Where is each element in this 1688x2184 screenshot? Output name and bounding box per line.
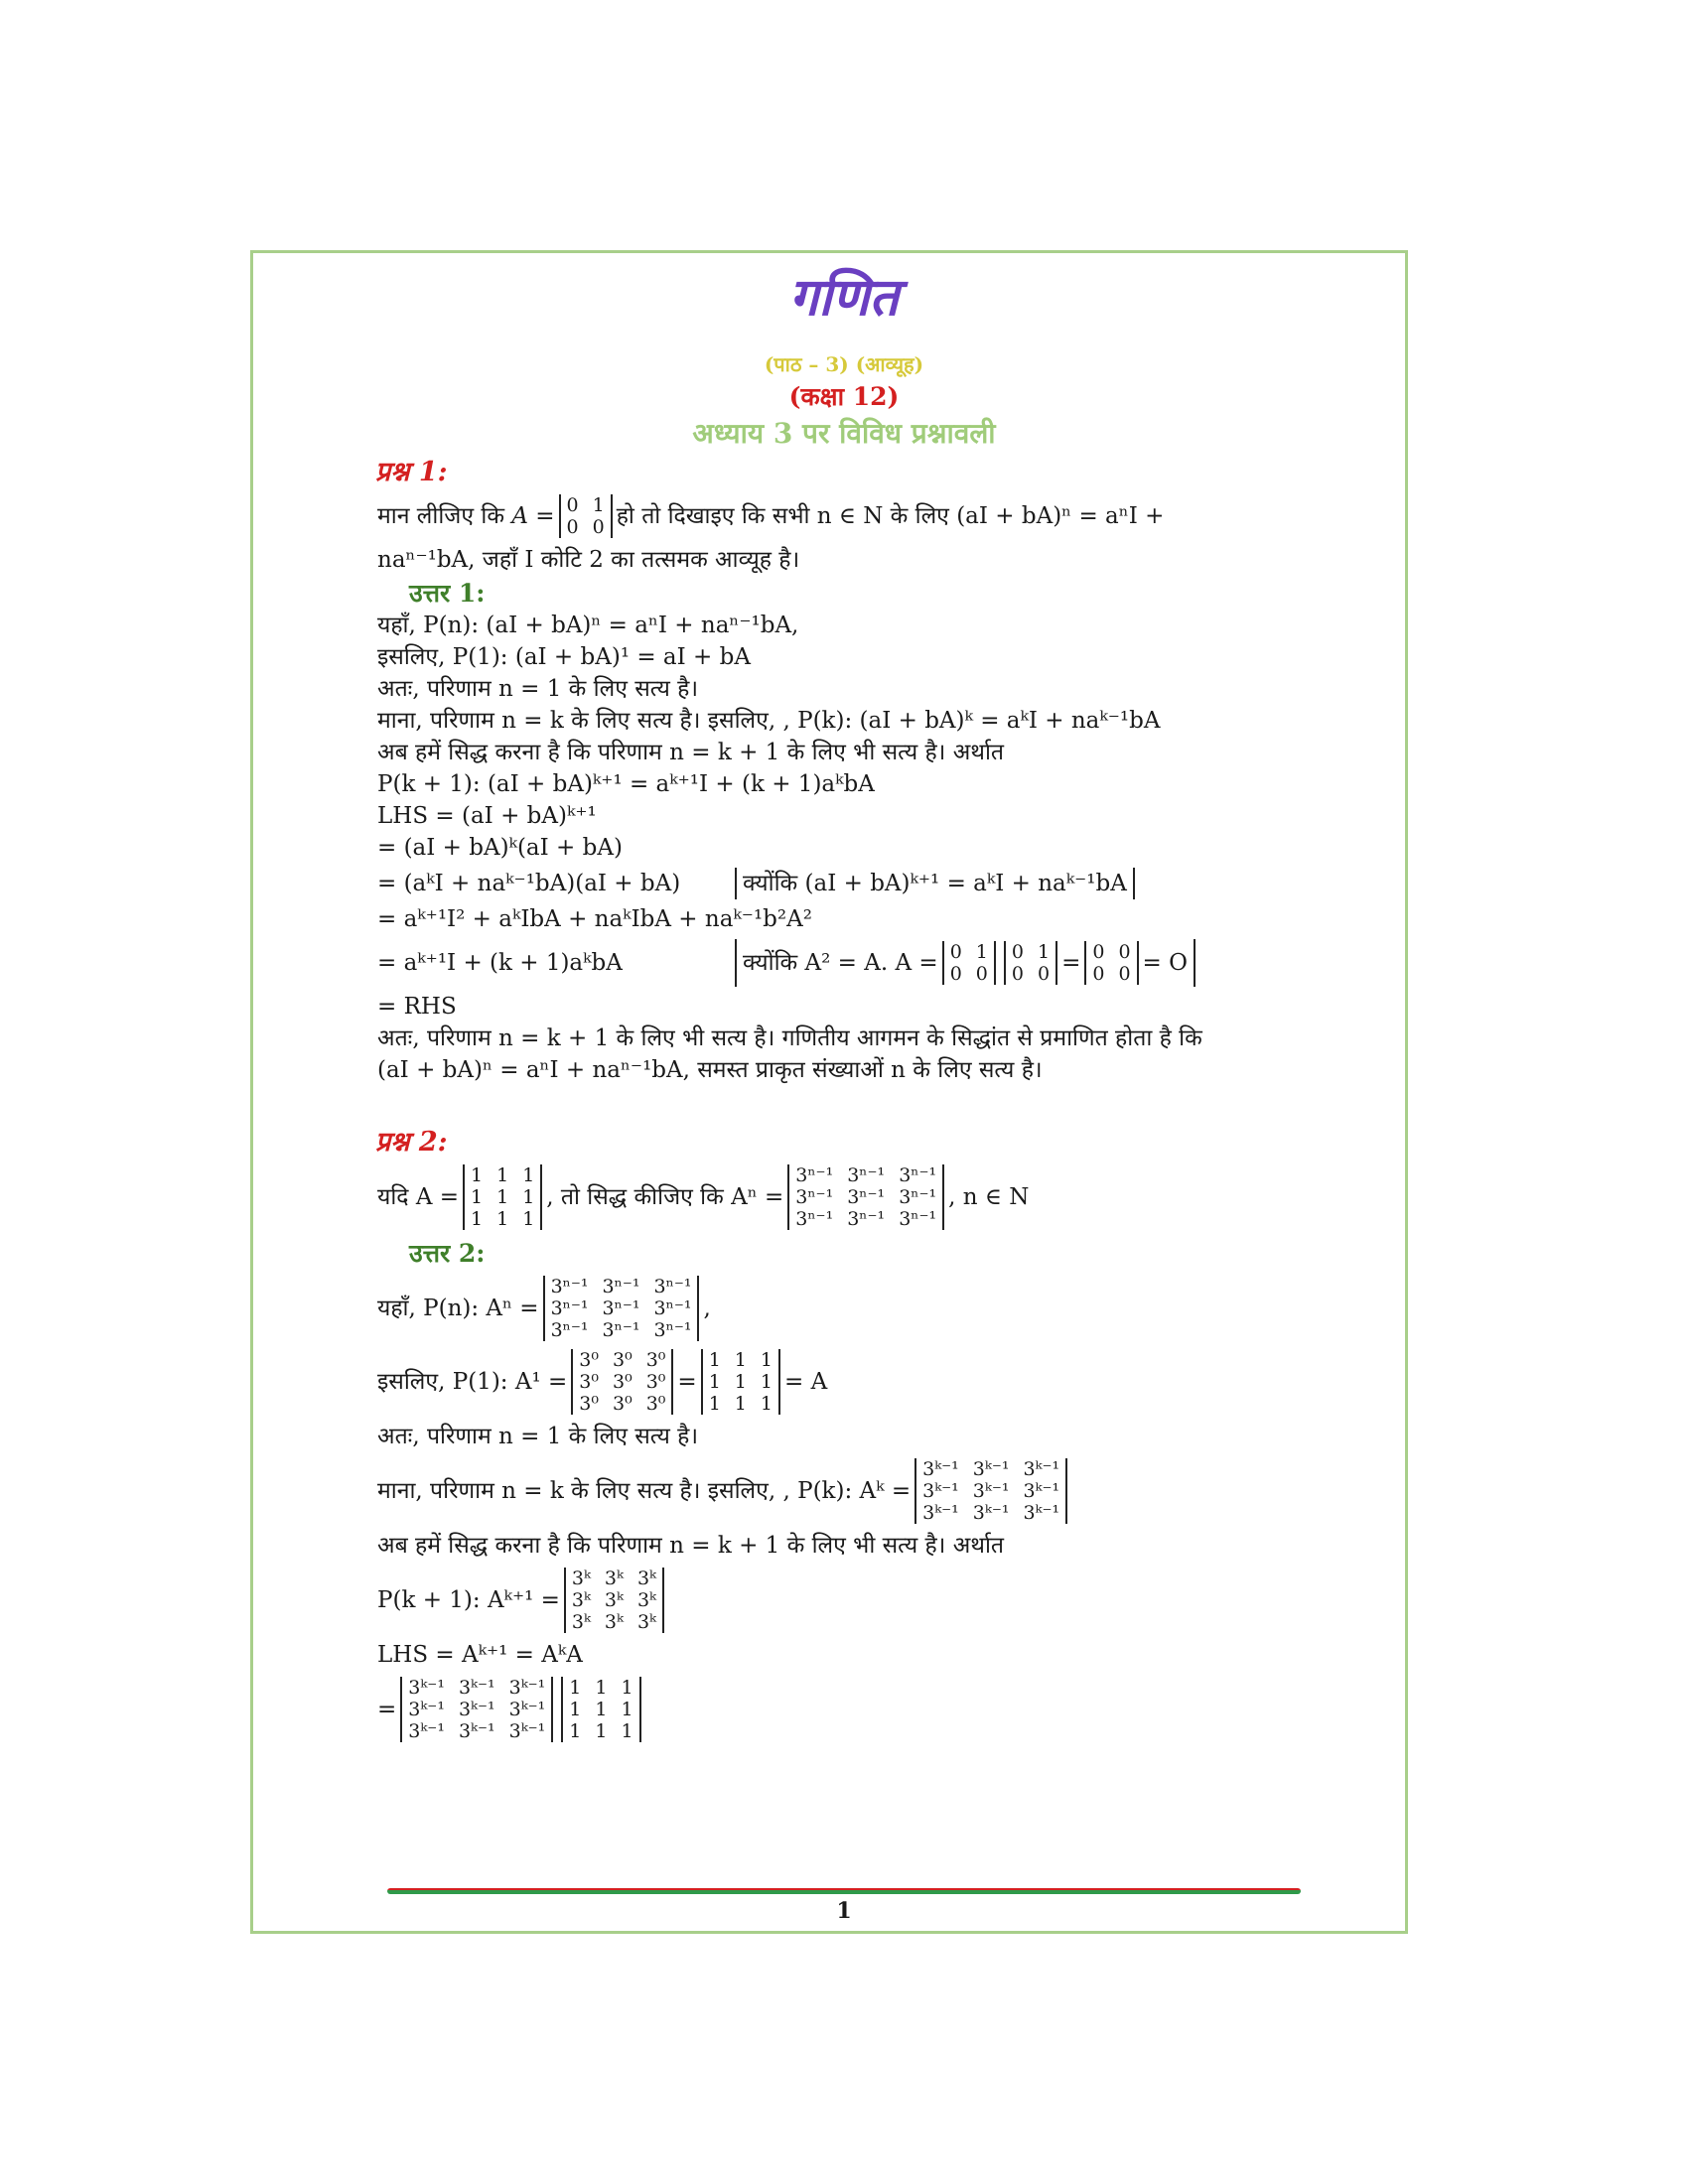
answer-2-label: उत्तर 2: bbox=[409, 1239, 486, 1268]
matrix-cell: 3ᵏ⁻¹ bbox=[458, 1677, 495, 1699]
matrix-cell: 0 bbox=[1118, 941, 1131, 963]
answer-2-line-8 bbox=[377, 1675, 1301, 1744]
matrix-cell: 1 bbox=[734, 1371, 747, 1393]
matrix-pow-k bbox=[564, 1568, 664, 1633]
matrix-cell: 1 bbox=[708, 1371, 721, 1393]
q1-text-a: मान लीजिए कि bbox=[377, 503, 505, 529]
step-3-note-text: क्योंकि A² = A. A = bbox=[743, 950, 938, 976]
answer-2-line-7: LHS = Aᵏ⁺¹ = AᵏA bbox=[377, 1642, 583, 1668]
matrix-cell: 3⁰ bbox=[579, 1349, 599, 1371]
page-title: गणित bbox=[789, 267, 899, 328]
answer-2-line-6 bbox=[377, 1566, 1301, 1635]
answer-2-line-5: अब हमें सिद्ध करना है कि परिणाम n = k + 1 के लिए भी सत्य है। अर्थात bbox=[377, 1533, 1005, 1559]
matrix-cell: 3ᵏ⁻¹ bbox=[1023, 1458, 1060, 1480]
matrix-cell: 3ⁿ⁻¹ bbox=[653, 1297, 692, 1319]
matrix-cell: 3ⁿ⁻¹ bbox=[602, 1276, 640, 1297]
matrix-cell: 3ᵏ⁻¹ bbox=[458, 1720, 495, 1742]
matrix-cell: 1 bbox=[595, 1720, 608, 1742]
matrix-cell: 1 bbox=[496, 1208, 509, 1230]
matrix-cell: 3ᵏ⁻¹ bbox=[922, 1480, 959, 1502]
a2-l2-end: = A bbox=[783, 1369, 828, 1395]
answer-1-line: माना, परिणाम n = k के लिए सत्य है। इसलिए, , P(k): (aI + bA)ᵏ = aᵏI + naᵏ⁻¹bA bbox=[377, 708, 1161, 734]
matrix-cell: 1 bbox=[621, 1720, 633, 1742]
matrix-cell: 3⁰ bbox=[579, 1393, 599, 1415]
step-3-note bbox=[735, 939, 1196, 987]
step-1-note: क्योंकि (aI + bA)ᵏ⁺¹ = aᵏI + naᵏ⁻¹bA bbox=[735, 868, 1135, 899]
matrix-cell: 1 bbox=[734, 1349, 747, 1371]
matrix-cell: 1 bbox=[734, 1393, 747, 1415]
answer-1-line: LHS = (aI + bA)ᵏ⁺¹ bbox=[377, 803, 597, 829]
question-2-label: प्रश्न 2: bbox=[375, 1127, 448, 1158]
matrix-cell: 3ᵏ bbox=[636, 1589, 656, 1611]
matrix-cell: 3ᵏ⁻¹ bbox=[922, 1502, 959, 1524]
matrix-cell: 3ᵏ⁻¹ bbox=[1023, 1480, 1060, 1502]
matrix-ones bbox=[701, 1349, 780, 1415]
step-3-text: = aᵏ⁺¹I + (k + 1)aᵏbA bbox=[377, 950, 623, 976]
answer-1-line: इसलिए, P(1): (aI + bA)¹ = aI + bA bbox=[377, 644, 751, 670]
matrix-cell: 3ᵏ⁻¹ bbox=[922, 1458, 959, 1480]
answer-1-line: अतः, परिणाम n = 1 के लिए सत्य है। bbox=[377, 676, 699, 702]
a2-l1-end: , bbox=[703, 1296, 711, 1321]
matrix-cell: 1 bbox=[708, 1349, 721, 1371]
matrix-a bbox=[559, 494, 613, 538]
q1-a-eq: A = bbox=[511, 503, 555, 529]
matrix-cell: 3ᵏ bbox=[604, 1611, 624, 1633]
matrix-cell: 3⁰ bbox=[612, 1393, 633, 1415]
matrix-cell: 3ⁿ⁻¹ bbox=[847, 1208, 886, 1230]
question-1-label: प्रश्न 1: bbox=[375, 457, 448, 487]
matrix-zero bbox=[1084, 941, 1138, 985]
question-1-line-1 bbox=[377, 492, 1301, 540]
matrix-cell: 3ᵏ bbox=[571, 1611, 591, 1633]
matrix-cell: 3ⁿ⁻¹ bbox=[795, 1164, 834, 1186]
matrix-ones bbox=[463, 1164, 542, 1230]
answer-1-label: उत्तर 1: bbox=[409, 579, 486, 608]
matrix-b bbox=[1004, 941, 1057, 985]
q2-text-b: , तो सिद्ध कीजिए कि Aⁿ = bbox=[546, 1184, 784, 1210]
matrix-b bbox=[942, 941, 996, 985]
matrix-cell: 3ᵏ⁻¹ bbox=[508, 1677, 546, 1699]
equals-sign: = bbox=[677, 1369, 697, 1395]
matrix-cell: 1 bbox=[471, 1186, 484, 1208]
matrix-cell: 3ᵏ⁻¹ bbox=[458, 1699, 495, 1720]
matrix-cell: 1 bbox=[1037, 941, 1051, 963]
matrix-cell: 3ᵏ⁻¹ bbox=[408, 1720, 445, 1742]
matrix-cell: 3ⁿ⁻¹ bbox=[550, 1297, 589, 1319]
matrix-ones bbox=[561, 1677, 640, 1742]
matrix-cell: 1 bbox=[496, 1164, 509, 1186]
matrix-cell: 1 bbox=[569, 1720, 582, 1742]
matrix-cell: 0 bbox=[949, 963, 962, 985]
answer-1-conclusion: अतः, परिणाम n = k + 1 के लिए भी सत्य है। गणितीय आगमन के सिद्धांत से प्रमाणित होता है कि bbox=[377, 1025, 1202, 1051]
answer-1-step-1 bbox=[377, 868, 1301, 899]
matrix-pow-n bbox=[787, 1164, 944, 1230]
matrix-cell: 0 bbox=[1092, 941, 1105, 963]
matrix-cell: 3ⁿ⁻¹ bbox=[847, 1164, 886, 1186]
matrix-cell: 3ᵏ⁻¹ bbox=[508, 1720, 546, 1742]
matrix-cell: 1 bbox=[760, 1393, 773, 1415]
lesson-subtitle: (पाठ – 3) (आव्यूह) bbox=[764, 352, 924, 376]
matrix-cell: 1 bbox=[522, 1208, 535, 1230]
answer-2-line-2 bbox=[377, 1347, 1301, 1417]
matrix-cell: 3ᵏ bbox=[571, 1568, 591, 1589]
matrix-cell: 1 bbox=[496, 1186, 509, 1208]
matrix-cell: 3ᵏ bbox=[636, 1611, 656, 1633]
q2-text-c: , n ∈ N bbox=[948, 1184, 1030, 1210]
main-content bbox=[377, 452, 1301, 1748]
a2-l2-text: इसलिए, P(1): A¹ = bbox=[377, 1369, 568, 1395]
answer-1-line: = (aI + bA)ᵏ(aI + bA) bbox=[377, 835, 623, 861]
answer-2-line-4 bbox=[377, 1456, 1301, 1526]
matrix-cell: 1 bbox=[522, 1186, 535, 1208]
matrix-cell: 3ᵏ bbox=[636, 1568, 656, 1589]
matrix-cell: 3ᵏ bbox=[604, 1568, 624, 1589]
matrix-cell: 3ᵏ⁻¹ bbox=[972, 1458, 1010, 1480]
matrix-cell: 3ᵏ⁻¹ bbox=[408, 1699, 445, 1720]
matrix-cell: 0 bbox=[1011, 941, 1024, 963]
answer-1-step-2: = aᵏ⁺¹I² + aᵏIbA + naᵏIbA + naᵏ⁻¹b²A² bbox=[377, 906, 812, 932]
answer-1-line: P(k + 1): (aI + bA)ᵏ⁺¹ = aᵏ⁺¹I + (k + 1)aᵏbA bbox=[377, 771, 875, 797]
answer-2-line-1 bbox=[377, 1274, 1301, 1343]
matrix-cell: 0 bbox=[566, 516, 579, 538]
matrix-cell: 3⁰ bbox=[612, 1371, 633, 1393]
matrix-cell: 0 bbox=[949, 941, 962, 963]
matrix-cell: 1 bbox=[708, 1393, 721, 1415]
matrix-cell: 3ⁿ⁻¹ bbox=[653, 1276, 692, 1297]
answer-1-conclusion: (aI + bA)ⁿ = aⁿI + naⁿ⁻¹bA, समस्त प्राकृत संख्याओं n के लिए सत्य है। bbox=[377, 1057, 1043, 1083]
matrix-cell: 3ᵏ⁻¹ bbox=[508, 1699, 546, 1720]
matrix-pow-n bbox=[543, 1276, 700, 1341]
matrix-cell: 1 bbox=[621, 1677, 633, 1699]
matrix-cell: 0 bbox=[592, 516, 605, 538]
equals-sign: = bbox=[1061, 950, 1081, 976]
matrix-cell: 3⁰ bbox=[612, 1349, 633, 1371]
a2-l4-text: माना, परिणाम n = k के लिए सत्य है। इसलिए, , P(k): Aᵏ = bbox=[377, 1478, 912, 1504]
question-2-line bbox=[377, 1162, 1301, 1232]
page-number: 1 bbox=[836, 1898, 852, 1924]
a2-l1-text: यहाँ, P(n): Aⁿ = bbox=[377, 1296, 539, 1321]
matrix-cell: 0 bbox=[975, 963, 988, 985]
step-3-note-end: = O bbox=[1142, 950, 1188, 976]
matrix-cell: 0 bbox=[1037, 963, 1051, 985]
answer-1-line: अब हमें सिद्ध करना है कि परिणाम n = k + 1 के लिए भी सत्य है। अर्थात bbox=[377, 740, 1005, 765]
matrix-cell: 1 bbox=[621, 1699, 633, 1720]
matrix-cell: 0 bbox=[1118, 963, 1131, 985]
matrix-cell: 1 bbox=[569, 1699, 582, 1720]
matrix-cell: 3ⁿ⁻¹ bbox=[550, 1319, 589, 1341]
footer-rule bbox=[387, 1888, 1301, 1894]
matrix-cell: 3ⁿ⁻¹ bbox=[795, 1186, 834, 1208]
chapter-heading: अध्याय 3 पर विविध प्रश्नावली bbox=[692, 417, 996, 450]
matrix-pow-0 bbox=[571, 1349, 673, 1415]
q2-text-a: यदि A = bbox=[377, 1184, 460, 1210]
matrix-cell: 3ᵏ⁻¹ bbox=[1023, 1502, 1060, 1524]
matrix-cell: 3ⁿ⁻¹ bbox=[602, 1319, 640, 1341]
matrix-cell: 3ⁿ⁻¹ bbox=[550, 1276, 589, 1297]
matrix-cell: 1 bbox=[760, 1371, 773, 1393]
matrix-cell: 1 bbox=[569, 1677, 582, 1699]
matrix-cell: 0 bbox=[1011, 963, 1024, 985]
matrix-cell: 1 bbox=[595, 1699, 608, 1720]
a2-l6-text: P(k + 1): Aᵏ⁺¹ = bbox=[377, 1587, 560, 1613]
matrix-cell: 1 bbox=[975, 941, 988, 963]
matrix-cell: 1 bbox=[471, 1208, 484, 1230]
matrix-cell: 3ᵏ⁻¹ bbox=[408, 1677, 445, 1699]
matrix-cell: 1 bbox=[522, 1164, 535, 1186]
matrix-cell: 3ᵏ⁻¹ bbox=[972, 1480, 1010, 1502]
matrix-cell: 3ᵏ bbox=[571, 1589, 591, 1611]
matrix-cell: 1 bbox=[595, 1677, 608, 1699]
matrix-cell: 3ⁿ⁻¹ bbox=[795, 1208, 834, 1230]
matrix-cell: 3ⁿ⁻¹ bbox=[899, 1208, 937, 1230]
matrix-cell: 3ⁿ⁻¹ bbox=[899, 1164, 937, 1186]
matrix-cell: 1 bbox=[471, 1164, 484, 1186]
step-1-text: = (aᵏI + naᵏ⁻¹bA)(aI + bA) bbox=[377, 871, 681, 896]
matrix-cell: 0 bbox=[1092, 963, 1105, 985]
matrix-cell: 3⁰ bbox=[579, 1371, 599, 1393]
matrix-cell: 3ᵏ⁻¹ bbox=[972, 1502, 1010, 1524]
matrix-cell: 0 bbox=[566, 494, 579, 516]
matrix-cell: 3ⁿ⁻¹ bbox=[899, 1186, 937, 1208]
matrix-cell: 1 bbox=[592, 494, 605, 516]
matrix-cell: 3ⁿ⁻¹ bbox=[847, 1186, 886, 1208]
matrix-pow-k-1 bbox=[400, 1677, 553, 1742]
matrix-cell: 3ⁿ⁻¹ bbox=[602, 1297, 640, 1319]
answer-1-rhs: = RHS bbox=[377, 994, 457, 1020]
answer-1-line: यहाँ, P(n): (aI + bA)ⁿ = aⁿI + naⁿ⁻¹bA, bbox=[377, 613, 799, 638]
matrix-pow-k-1 bbox=[914, 1458, 1067, 1524]
answer-1-step-3 bbox=[377, 939, 1301, 987]
matrix-cell: 3ᵏ bbox=[604, 1589, 624, 1611]
class-subtitle: (कक्षा 12) bbox=[788, 382, 900, 411]
matrix-cell: 1 bbox=[760, 1349, 773, 1371]
matrix-cell: 3ⁿ⁻¹ bbox=[653, 1319, 692, 1341]
matrix-cell: 3⁰ bbox=[645, 1349, 666, 1371]
answer-2-line-3: अतः, परिणाम n = 1 के लिए सत्य है। bbox=[377, 1424, 699, 1449]
matrix-cell: 3⁰ bbox=[645, 1393, 666, 1415]
question-1-line-2: naⁿ⁻¹bA, जहाँ I कोटि 2 का तत्समक आव्यूह है। bbox=[377, 547, 800, 573]
q1-text-b: हो तो दिखाइए कि सभी n ∈ N के लिए (aI + bA)ⁿ = aⁿI + bbox=[616, 503, 1165, 529]
matrix-cell: 3⁰ bbox=[645, 1371, 666, 1393]
a2-l8-text: = bbox=[377, 1697, 397, 1722]
